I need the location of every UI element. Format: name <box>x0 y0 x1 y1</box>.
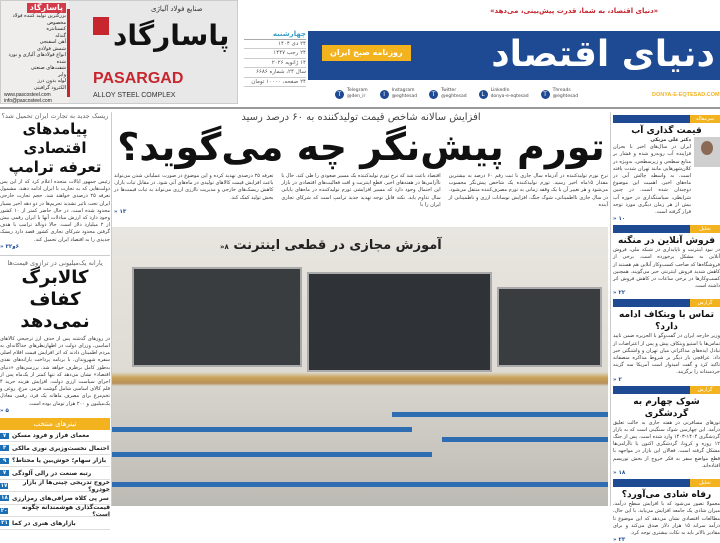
blackboard <box>307 272 492 372</box>
lead-kicker: افزایش سالانه شاخص قیمت تولیدکننده به ۶۰ درصد رسید <box>241 112 481 123</box>
linkedin-icon: L <box>479 90 488 99</box>
author-name: دکتر علی مزیکی <box>650 137 691 143</box>
page-number: ۴ <box>0 445 9 451</box>
page-number: ۷ <box>0 433 9 439</box>
social-threads[interactable]: T Threads @eghtesad <box>541 88 578 100</box>
headline-text: قیمت‌گذاری هوشمندانه چگونه است؟ <box>21 503 110 518</box>
left-column <box>0 112 110 527</box>
section-label: گزارش <box>613 299 720 307</box>
pasargad-logo-icon <box>93 17 109 35</box>
page-number: ۲۱ <box>1 520 8 527</box>
story-kalabarg[interactable]: یارانه یک‌میلیونی در ترازوی قیمت‌ها کالابرگ کفاف نمی‌دهد در روزهای گذشته پس از حذف ارز ترجیحی کالاهای اساسی، وزرای دولت در اظهارنظرهای جداگانه‌ای به مردم اطمینان دادند که اثر افزایش قیمت اقلام اصلی سفره شهروندان، با برنامه پرداخت یارانه‌های نقدی به‌طور کامل برطرف خواهد شد. بررسی‌های «دنیای اقتصاد» نشان می‌دهد که تنها کمتر از یک‌ماه پس از اجرای سیاست ارزی دولت، افزایش هزینه خرید ۴ قلم کالای اساسی شامل گوشت قرمز، مرغ، روغن و تخم‌مرغ برای مصرف ماهانه یک فرد، رقمی معادل یک‌میلیون و ۲۰۰ هزار تومان بوده است. ۵ « <box>0 258 110 414</box>
story-body: معمولا تصور می‌شود که با افزایش سطح درآمد، میزان شادی یک جامعه افزایش می‌یابد. با این حال، مطالعات اقتصادی نشان می‌دهد که این موضوع تا درآمد سرانه ۱۵ هزار دلار صدق می‌کند و برای مقادیر بالاتر باید به نکات بیشتری توجه کرد. <box>613 501 720 536</box>
right-story[interactable] <box>613 299 720 382</box>
headline-item[interactable] <box>0 480 110 493</box>
headline-text: خروج تدریجی چینی‌ها از بازار خودرو؟ <box>23 478 110 493</box>
x-icon: T <box>429 90 438 99</box>
story-title: فروش آنلاین در منگنه <box>617 236 716 247</box>
lead-story[interactable]: افزایش سالانه شاخص قیمت تولیدکننده به ۶۰ درصد رسید تورم پیش‌نگر چه می‌گوید؟ نرخ تورم تولیدکننده در آذرماه سال جاری با ثبت رقم ۶۰ درصد به بیشترین مقدار ۱۵ماه اخیر رسید. تورم تولیدکننده یک شاخص پیش‌نگر محسوب می‌شود و هر تغییر آن با یک وقفه زمانی به تورم مصرف‌کننده منتقل می‌شود. در سال جاری نااطمینانی، شوک جنگ، افزایش نوسانات ارزی و ناطمینانی از آینده اقتصاد باعث شد که نرخ تورم تولیدکننده یک مسیر صعودی را طی کند. حال با ناآرامی‌ها در هفته‌های اخیر، قطع اینترنت و افت فعالیت‌های اقتصادی در بازار این احتمال وجود دارد که مسیر افزایشی تورم تولیدکننده در ماه‌های پایانی سال تداوم یابد. نکته قابل توجه تهدید جدید ترامپ است که شرکای تجاری ایران را با تعرفه ۲۵ درصدی تهدید کرده و این موضوع در صورت عملیاتی شدن می‌تواند باعث افزایش قیمت کالاهای تولیدی در ماه‌های آتی شود. در مقابل ثبات بازار، کاهش ریسک‌های خارجی و مدیریت نااززی ارزی می‌تواند به ثبات قیمت‌ها در بخش تولید کمک کند. ۱۳ « <box>114 112 608 216</box>
page-number: ۲۰ <box>0 507 8 514</box>
classroom-photo[interactable] <box>112 227 608 506</box>
photo-caption: آموزش مجازی در قطعی اینترنت ۸« <box>220 238 442 253</box>
desk <box>112 427 412 432</box>
page-number: ۷ <box>0 470 9 476</box>
pasargad-ad[interactable]: پاسارگاد بزرگترین تولید کننده فولاد مخصوص کنستانتره گندله آهن اسفنجی شمش فولادی انواع فولادهای آلیاژی و نورد شده شفت‌های صنعتی وایر لوله بدون درز الکترود گرافیتی www.pascosteel.com info@pascosteel.com صنایع فولاد آلیاژی پاسارگاد PASARGAD ALLOY STEEL COMPLEX <box>0 0 238 104</box>
ad-product: انواع فولادهای آلیاژی و نورد شده <box>8 52 66 65</box>
desk <box>392 412 608 417</box>
threads-icon: T <box>541 90 550 99</box>
headline-item[interactable] <box>0 430 110 443</box>
headline-text: بازارهای هنری در کما <box>12 519 76 527</box>
section-label: سرمقاله <box>613 115 720 123</box>
story-trump-tariff[interactable]: ریسک جدید به تجارت ایران تحمیل شد؟ پیامدهای اقتصادی تعرفه ترامپ رئیس جمهور ایالات متحده اعلام کرد که از این پس دولت‌هایی که به تجارت با ایران ادامه دهند، مشمول تعرفه ۲۵ درصدی خواهند شد. حجم تجارت خارجی ایران تحت تاثیر تشدید تحریم‌ها در دو دهه اخیر بسیار محدود شده است. در حال حاضر کمتر از ۱۰ کشور وجود دارد که ارزش مبادلات آنها با ایران رقمی بیش از ۲ میلیارد دلار است. حالا دونالد ترامپ با هدف گرفتن محدود شرکای تجاری کشور قصد دارد ریسک جدیدی را به اقتصاد ایران تحمیل کند. ۶و۳۲ « <box>0 112 110 250</box>
page-ref: ۲۳ « <box>613 537 626 543</box>
slogan: «دنیای اقتصاد، به شما، قدرت پیش‌بینی، می‌دهد» <box>490 7 659 15</box>
morning-badge: روزنامه صبح ایران <box>322 45 411 61</box>
headline-item[interactable] <box>0 517 110 530</box>
story-body: ایران در سال‌های اخیر با بحران فزاینده آب روبه‌رو شده و فشار بر منابع سطحی و زیرسطحی، به‌ویژه در کلان‌شهرهایی مانند تهران شدت یافته است. به واسطه چالش آبی در ماه‌های اخیر، اهمیت این موضوع دوچندان شده است. در چنین شرایطی، سیاستگذاری در حوزه آب بیش از هر زمان دیگری مورد توجه قرار گرفته است. <box>613 144 691 216</box>
story-body: تورهای مسافرتی در هفته جاری به حالت تعلیق درآمد. این چهارمین شوک سنگینی است که به بازار گردشگری ۱۴۰۴-۱۴۰۳ وارد شده است. پس از جنگ ۱۲ روزه و کرونا، گردشگری اکنون با ناآرامی‌ها مشکل گرفته است. فعالان این بازار در مواجهه با قطع مواضع سفر به فکر خروج از بخش توریسم افتاده‌اند. <box>613 419 720 469</box>
ad-product: گندله <box>55 32 66 39</box>
section-label: تحلیل <box>613 225 720 233</box>
ad-product: وایر <box>58 71 66 78</box>
column-divider <box>610 112 611 506</box>
social-twitter[interactable]: T Twitter @eghtesad <box>429 88 466 100</box>
story-body: در نبود اینترنت و ناپایداری در شبکه ملی، فروش آنلاین به مشکل برخورده است. برخی از فروشگاه‌ها که صاحب کسب‌وکار آنلاین هم هستند از کاهش شدید فروش اینترنتی خبر می‌گویند. همچنین کسب‌وکارها در برخی ساعات در کاهش فروش اثر داشته است. <box>613 247 720 290</box>
social-telegram[interactable]: T Telegram @den_ir <box>335 88 368 100</box>
headline-text: بازار سهام؛ خوش‌بین یا محتاط؟ <box>12 457 107 465</box>
story-title: تماس با ویتکاف ادامه دارد؟ <box>619 310 714 333</box>
headline-item[interactable] <box>0 442 110 455</box>
ad-product: آهن اسفنجی <box>39 39 66 45</box>
story-title: رفاه شادی می‌آورد؟ <box>621 490 712 501</box>
ad-product: کنستانتره <box>46 26 66 32</box>
lead-body: نرخ تورم تولیدکننده در آذرماه سال جاری با ثبت رقم ۶۰ درصد به بیشترین مقدار ۱۵ماه اخیر رسید. تورم تولیدکننده یک شاخص پیش‌نگر محسوب می‌شود و هر تغییر آن با یک وقفه زمانی به تورم مصرف‌کننده منتقل می‌شود. در سال جاری نااطمینانی، شوک جنگ، افزایش نوسانات ارزی و ناطمینانی از آینده اقتصاد باعث شد که نرخ تورم تولیدکننده یک مسیر صعودی را طی کند. حال با ناآرامی‌ها در هفته‌های اخیر، قطع اینترنت و افت فعالیت‌های اقتصادی در بازار این احتمال وجود دارد که مسیر افزایشی تورم تولیدکننده در ماه‌های پایانی سال تداوم یابد. نکته قابل توجه تهدید جدید ترامپ است که شرکای تجاری ایران را با تعرفه ۲۵ درصدی تهدید کرده و این موضوع در صورت عملیاتی شدن می‌تواند باعث افزایش قیمت کالاهای تولیدی در ماه‌های آتی شود. در مقابل ثبات بازار، کاهش ریسک‌های خارجی و مدیریت نااززی ارزی می‌تواند به ثبات قیمت‌ها در بخش تولید کمک کند. <box>114 173 608 208</box>
headline-text: احتمال نخست‌وزیری نوری مالکی <box>12 444 110 452</box>
ad-product: شفت‌های صنعتی <box>30 65 66 71</box>
website-link[interactable]: DONYA-E-EQTESAD.COM <box>652 92 720 98</box>
headline-item[interactable] <box>0 455 110 468</box>
story-title: قیمت گذاری آب <box>631 126 702 136</box>
ad-product: لوله بدون درز <box>37 78 66 84</box>
page-ref: ۱۸ « <box>613 470 626 477</box>
ad-divider <box>67 9 70 97</box>
story-title: شوک چهارم به گردشگری <box>633 396 700 419</box>
page-ref: ۲ « <box>613 376 622 383</box>
newspaper-title: دنیای اقتصاد <box>491 34 715 75</box>
desk <box>442 437 608 442</box>
ad-product: الکترود گرافیتی <box>33 84 66 91</box>
page-ref: ۲۲ « <box>613 290 626 297</box>
social-links <box>335 88 578 100</box>
page-number: ۱۸ <box>1 495 8 502</box>
author-photo <box>694 137 720 167</box>
headline-item[interactable] <box>0 505 110 518</box>
social-linkedin[interactable]: L LinkedIn donya-e-eqtesad <box>479 88 529 100</box>
selected-headlines-list <box>0 430 110 530</box>
headline-text: سر پی کلاه صرافی‌های رمزارزی <box>12 494 109 502</box>
right-story[interactable] <box>613 115 720 222</box>
headline-text: رتبه صنعت در رالی آلودگی <box>12 469 92 477</box>
issue-date: چهارشنبه ۲۴ دی ۱۴۰۴ ۲۴ رجب ۱۴۴۷ ۱۴ ژانویه ۲۰۲۶ سال ۲۴، شماره ۶۶۸۶ ۲۴ صفحه، ۱۰۰۰۰ تومان <box>244 30 306 87</box>
lead-headline[interactable]: تورم پیش‌نگر چه می‌گوید؟ <box>117 125 605 169</box>
section-label: تحلیل <box>613 479 720 487</box>
header-divider <box>0 107 720 109</box>
right-story[interactable] <box>613 386 720 476</box>
bulletin-board <box>497 287 602 367</box>
instagram-icon: I <box>380 90 389 99</box>
divider <box>0 255 110 256</box>
ad-product: شمش فولادی <box>36 45 66 52</box>
ad-product-list: پاسارگاد بزرگترین تولید کننده فولاد مخصوص کنستانتره گندله آهن اسفنجی شمش فولادی انواع فولادهای آلیاژی و نورد شده شفت‌های صنعتی وایر لوله بدون درز الکترود گرافیتی www.pascosteel.com info@pascosteel.com <box>1 1 69 104</box>
page-ref: ۱۰ « <box>613 216 626 223</box>
right-story[interactable] <box>613 225 720 296</box>
story-body: وزیر خارجه ایران در گفت‌وگو با الجزیره ضمن تایید تماس‌ها با استیو ویتکاف پیش و پس از اعتراضات از تبادل ایده‌های مذاکراتی میان تهران و واشنگتن خبر داد. عراقچی بار دیگر بر شروط مذاکره منصفانه تاکید کرد و گفت امیدوار است آمریکا سه گزینه خردمندانه را برگزیند. <box>613 333 720 376</box>
page-number: ۹ <box>0 458 9 464</box>
desk <box>112 452 432 457</box>
desk <box>112 482 608 487</box>
social-instagram[interactable]: I Instagram @eghtesad <box>380 88 417 100</box>
selected-headlines-header: تیترهای منتخب <box>0 418 110 430</box>
telegram-icon: T <box>335 90 344 99</box>
section-label: گزارش <box>613 386 720 394</box>
headline-text: معمای فراز و فرود مسکن <box>12 432 90 440</box>
page-number: ۱۷ <box>0 482 8 489</box>
right-column <box>613 112 720 543</box>
bulletin-board <box>132 267 302 367</box>
right-story[interactable] <box>613 479 720 543</box>
ad-contacts: www.pascosteel.com info@pascosteel.com <box>4 92 52 104</box>
